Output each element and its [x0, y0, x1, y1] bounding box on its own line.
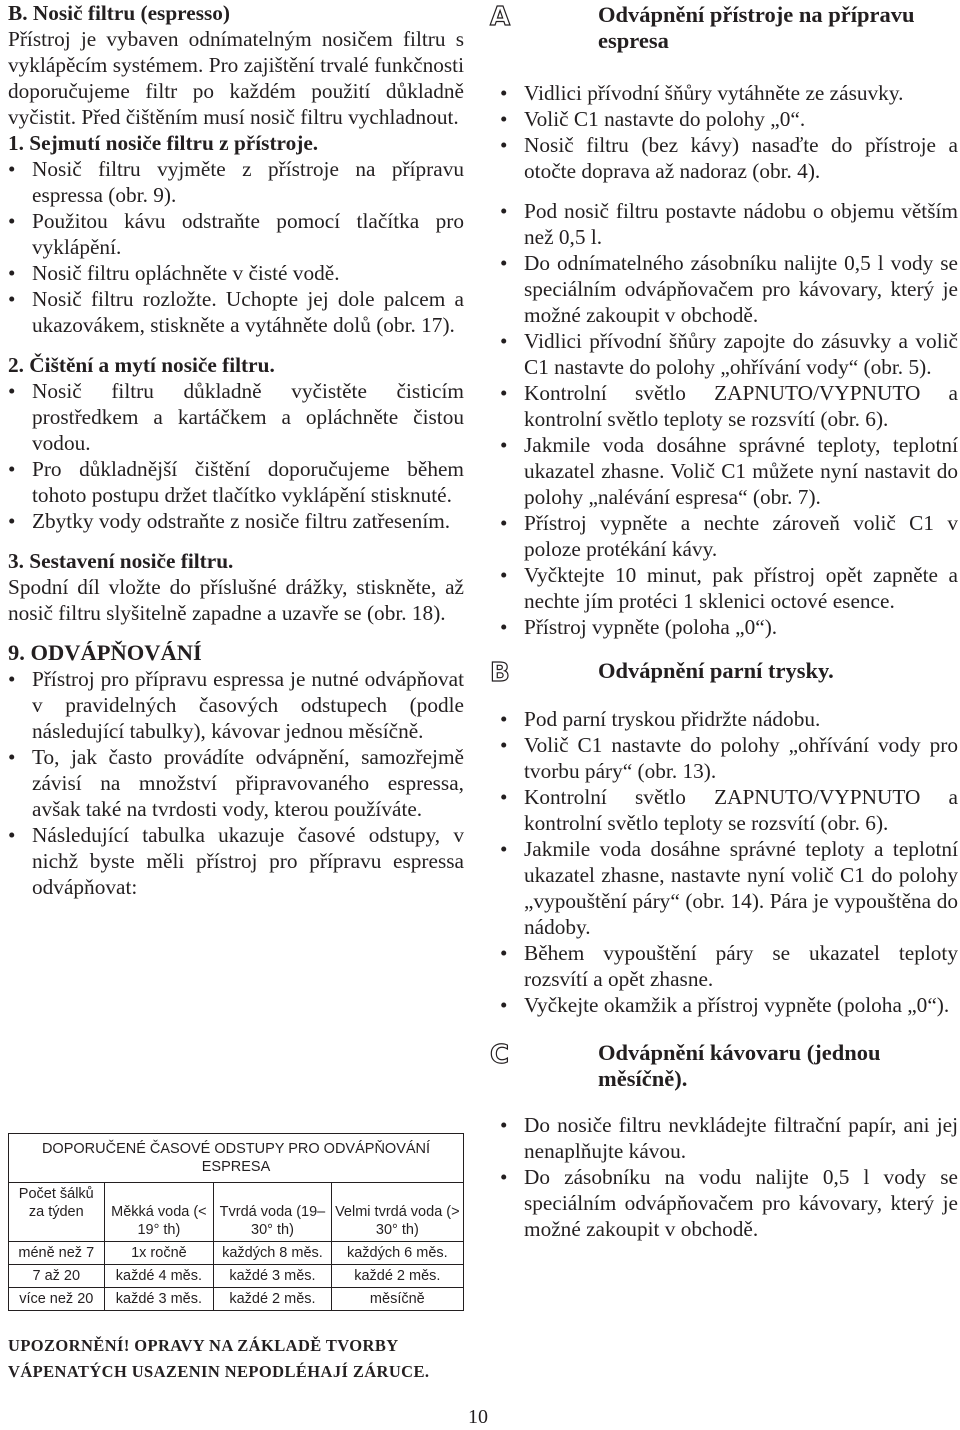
- list-item: • Vyčktejte 10 minut, pak přístroj opět zapněte a nechte jím protéci 1 sklenici octové esence.: [500, 563, 958, 613]
- list-item: • Jakmile voda dosáhne správné teploty a teplotní ukazatel zhasne, nastavte nyní volič C1 do polohy „vypouštění páry“ (obr. 14). Pára je vypouštěna do nádoby.: [500, 837, 958, 939]
- table-header-cell: Velmi tvrdá voda (> 30° th): [331, 1183, 463, 1242]
- warranty-warning: UPOZORNĚNÍ! OPRAVY NA ZÁKLADĚ TVORBY VÁPENATÝCH USAZENIN NEPODLÉHAJÍ ZÁRUCE.: [8, 1336, 430, 1381]
- step-2-list: [8, 378, 464, 534]
- list-item: • Nosič filtru rozložte. Uchopte jej dole palcem a ukazovákem, stiskněte a vytáhněte dolů (obr. 17).: [8, 287, 464, 337]
- list-item: • Zbytky vody odstraňte z nosiče filtru zatřesením.: [8, 509, 451, 533]
- list-item: • Přístroj vypněte a nechte zároveň volič C1 v poloze protékání kávy.: [500, 511, 958, 561]
- list-item: • Kontrolní světlo ZAPNUTO/VYPNUTO a kontrolní světlo teploty se rozsvítí (obr. 6).: [500, 785, 958, 835]
- table-header-cell: Měkká voda (< 19° th): [104, 1183, 214, 1242]
- list-item: • To, jak často provádíte odvápnění, samozřejmě závisí na množství připravovaného espressa, avšak také na tvrdosti vody, kterou používáte.: [8, 745, 464, 821]
- section-a-list-1: [500, 80, 958, 184]
- list-item: • Nosič filtru (bez kávy) nasaďte do přístroje a otočte doprava až nadoraz (obr. 4).: [500, 133, 958, 183]
- list-item: • Vidlici přívodní šňůry vytáhněte ze zásuvky.: [500, 81, 904, 105]
- section-a-list-2: [500, 198, 958, 640]
- step-1-heading: 1. Sejmutí nosiče filtru z přístroje.: [8, 131, 319, 155]
- table-cell: každé 3 měs.: [214, 1265, 331, 1288]
- section-b-heading: B. Nosič filtru (espresso): [8, 1, 231, 25]
- section-a-letter: A: [490, 2, 511, 32]
- page-number: 10: [468, 1406, 488, 1428]
- list-item: • Během vypouštění páry se ukazatel teploty rozsvítí a opět zhasne.: [500, 941, 958, 991]
- section-a-header: [490, 2, 958, 68]
- list-item: • Kontrolní světlo ZAPNUTO/VYPNUTO a kontrolní světlo teploty se rozsvítí (obr. 6).: [500, 381, 958, 431]
- section-9-list: [8, 666, 464, 900]
- table-row: [9, 1288, 464, 1311]
- list-item: • Do nosiče filtru nevkládejte filtrační papír, ani jej nenaplňujte kávou.: [500, 1113, 958, 1163]
- table-header-cell: Počet šálků za týden: [9, 1183, 105, 1242]
- section-b-header: [490, 658, 958, 706]
- table-cell: každé 3 měs.: [104, 1288, 214, 1311]
- table-row: [9, 1242, 464, 1265]
- list-item: • Vidlici přívodní šňůry zapojte do zásuvky a volič C1 nastavte do polohy „ohřívání vody“ (obr. 5).: [500, 329, 958, 379]
- step-2-heading: 2. Čištění a mytí nosiče filtru.: [8, 353, 275, 377]
- list-item: • Do zásobníku na vodu nalijte 0,5 l vody se speciálním odvápňovačem pro kávovary, který je možné zakoupit v obchodě.: [500, 1165, 958, 1241]
- list-item: • Pod parní tryskou přidržte nádobu.: [500, 707, 821, 731]
- table-cell: 1x ročně: [104, 1242, 214, 1265]
- section-b-list: [500, 706, 958, 1018]
- list-item: • Volič C1 nastavte do polohy „0“.: [500, 107, 806, 131]
- table-cell: více než 20: [9, 1288, 105, 1311]
- section-b-intro: Přístroj je vybaven odnímatelným nosičem filtru s vyklápěcím systémem. Pro zajištění trvalé funkčnosti doporučujeme filtr po každém použití důkladně vyčistit. Před čištěním musí nosič filtru vychladnout.: [8, 27, 464, 129]
- section-b-letter: B: [490, 658, 510, 688]
- table-title: DOPORUČENÉ ČASOVÉ ODSTUPY PRO ODVÁPŇOVÁNÍ ESPRESA: [9, 1134, 464, 1183]
- table-cell: každé 2 měs.: [214, 1288, 331, 1311]
- section-a-title: Odvápnění přístroje na přípravu espresa: [598, 2, 915, 53]
- table-cell: 7 až 20: [9, 1265, 105, 1288]
- table-header-row: [9, 1183, 464, 1242]
- left-column: [8, 0, 464, 900]
- list-item: • Nosič filtru opláchněte v čisté vodě.: [8, 261, 340, 285]
- step-1-list: [8, 156, 464, 338]
- list-item: • Přístroj pro přípravu espressa je nutné odvápňovat v pravidelných časových odstupech (podle následující tabulky), kávovar jednou měsíčně.: [8, 667, 464, 743]
- table-cell: každých 8 měs.: [214, 1242, 331, 1265]
- table-cell: každé 4 měs.: [104, 1265, 214, 1288]
- list-item: • Nosič filtru vyjměte z přístroje na přípravu espressa (obr. 9).: [8, 157, 464, 207]
- list-item: • Jakmile voda dosáhne správné teploty, teplotní ukazatel zhasne. Volič C1 můžete nyní nastavit do polohy „nalévání espresa“ (obr. 7).: [500, 433, 958, 509]
- right-column: [490, 0, 958, 1242]
- table-cell: každé 2 měs.: [331, 1265, 463, 1288]
- list-item: • Volič C1 nastavte do polohy „ohřívání vody pro tvorbu páry“ (obr. 13).: [500, 733, 958, 783]
- table-cell: méně než 7: [9, 1242, 105, 1265]
- table-cell: měsíčně: [331, 1288, 463, 1311]
- section-c-list: [500, 1112, 958, 1242]
- list-item: • Nosič filtru důkladně vyčistěte čisticím prostředkem a kartáčkem a opláchněte čistou vodou.: [8, 379, 464, 455]
- list-item: • Pod nosič filtru postavte nádobu o objemu větším než 0,5 l.: [500, 199, 958, 249]
- section-c-header: [490, 1040, 958, 1112]
- table-header-cell: Tvrdá voda (19–30° th): [214, 1183, 331, 1242]
- list-item: • Vyčkejte okamžik a přístroj vypněte (poloha „0“).: [500, 993, 950, 1017]
- section-9-heading: 9. ODVÁPŇOVÁNÍ: [8, 640, 202, 665]
- section-c-title: Odvápnění kávovaru (jednou měsíčně).: [598, 1040, 881, 1091]
- section-b-title: Odvápnění parní trysky.: [598, 658, 834, 683]
- list-item: • Pro důkladnější čištění doporučujeme během tohoto postupu držet tlačítko vyklápění stisknuté.: [8, 457, 464, 507]
- list-item: • Následující tabulka ukazuje časové odstupy, v nichž byste měli přístroj pro přípravu espressa odvápňovat:: [8, 823, 464, 899]
- list-item: • Do odnímatelného zásobníku nalijte 0,5 l vody se speciálním odvápňovačem pro kávovary, který je možné zakoupit v obchodě.: [500, 251, 958, 327]
- section-c-letter: C: [490, 1040, 510, 1070]
- descaling-table: [8, 1133, 464, 1311]
- list-item: • Použitou kávu odstraňte pomocí tlačítka pro vyklápění.: [8, 209, 464, 259]
- step-3-heading: 3. Sestavení nosiče filtru.: [8, 549, 234, 573]
- list-item: • Přístroj vypněte (poloha „0“).: [500, 615, 778, 639]
- table-cell: každých 6 měs.: [331, 1242, 463, 1265]
- table-row: [9, 1265, 464, 1288]
- step-3-text: Spodní díl vložte do příslušné drážky, stiskněte, až nosič filtru slyšitelně zapadne a uzavře se (obr. 18).: [8, 575, 464, 625]
